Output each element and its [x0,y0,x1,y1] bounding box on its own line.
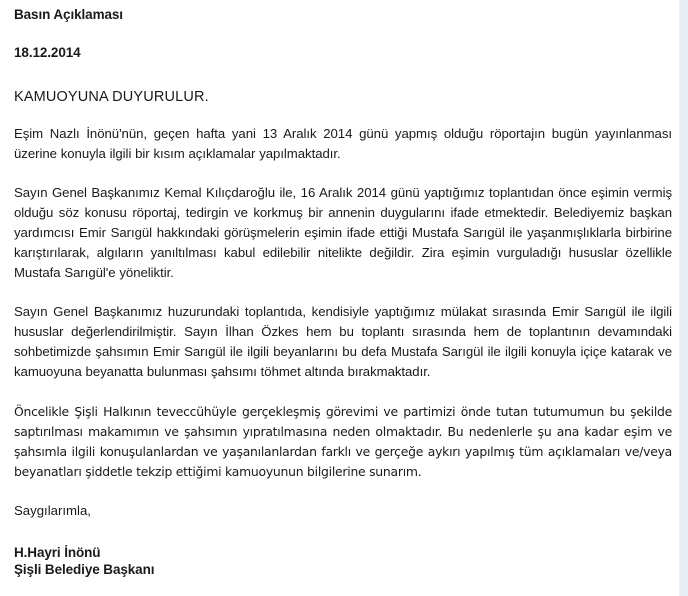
signature-role: Şişli Belediye Başkanı [14,562,155,577]
body-paragraph-1: Eşim Nazlı İnönü'nün, geçen hafta yani 13 Aralık 2014 günü yapmış olduğu röportajın bugün yayınlanması üzerine konuyla ilgili bir kısım açıklamalar yapılmaktadır. [14,126,672,161]
body-paragraph-2: Sayın Genel Başkanımız Kemal Kılıçdaroğlu ile, 16 Aralık 2014 günü yaptığımız toplantıdan önce eşimin vermiş olduğu söz konusu röportaj, tedirgin ve korkmuş bir annenin duygularını ifade etmektedir. Belediyemiz başkan yardımcısı Emir Sarıgül hakkındaki görüşmelerin eşimin ifade ettiği Mustafa Sarıgül ile yaşanmışlıklarla birbirine karıştırılarak, algıların yanıltılması kabul edilebilir nitelikte değildir. Zira eşimin vurguladığı hususlar özellikle Mustafa Sarıgül'e yöneliktir. [14,185,672,280]
signature-block [14,520,672,578]
document-date: 18.12.2014 [14,45,81,60]
body-paragraph-3: Sayın Genel Başkanımız huzurundaki toplantıda, kendisiyle yaptığımız mülakat sırasında Emir Sarıgül ile ilgili hususlar değerlendirilmiştir. Sayın İlhan Özkes hem bu toplantı sırasında hem de toplantının devamındaki sohbetimizde şahsımın Emir Sarıgül ile ilgili beyanlarını bu defa Mustafa Sarıgül ile ilgili konuyla içiçe katarak ve kamuoyuna beyanatta bulunması şahsımı töhmet altında bırakmaktadır. [14,304,672,379]
closing-salutation: Saygılarımla, [14,503,91,518]
document-content [14,0,672,578]
document-title: Basın Açıklaması [14,7,123,22]
body-paragraph-4: Öncelikle Şişli Halkının teveccühüyle gerçekleşmiş görevimi ve partimizi önde tutan tutumumun bu şekilde saptırılması makamımın ve şahsımın yıpratılmasına neden olmaktadır. Bu nedenlerle şu ana kadar eşim ve şahsımla ilgili konuşulanlardan ve yaşanılanlardan farklı ve gerçeğe aykırı yapılmış tüm açıklamaları ve/veya beyanatları şiddetle tekzip ettiğimi kamuoyunun bilgilerine sunarım. [14,404,672,479]
page-right-gutter [679,0,688,596]
signature-name: H.Hayri İnönü [14,545,101,560]
announcement-heading: KAMUOYUNA DUYURULUR. [14,89,209,105]
